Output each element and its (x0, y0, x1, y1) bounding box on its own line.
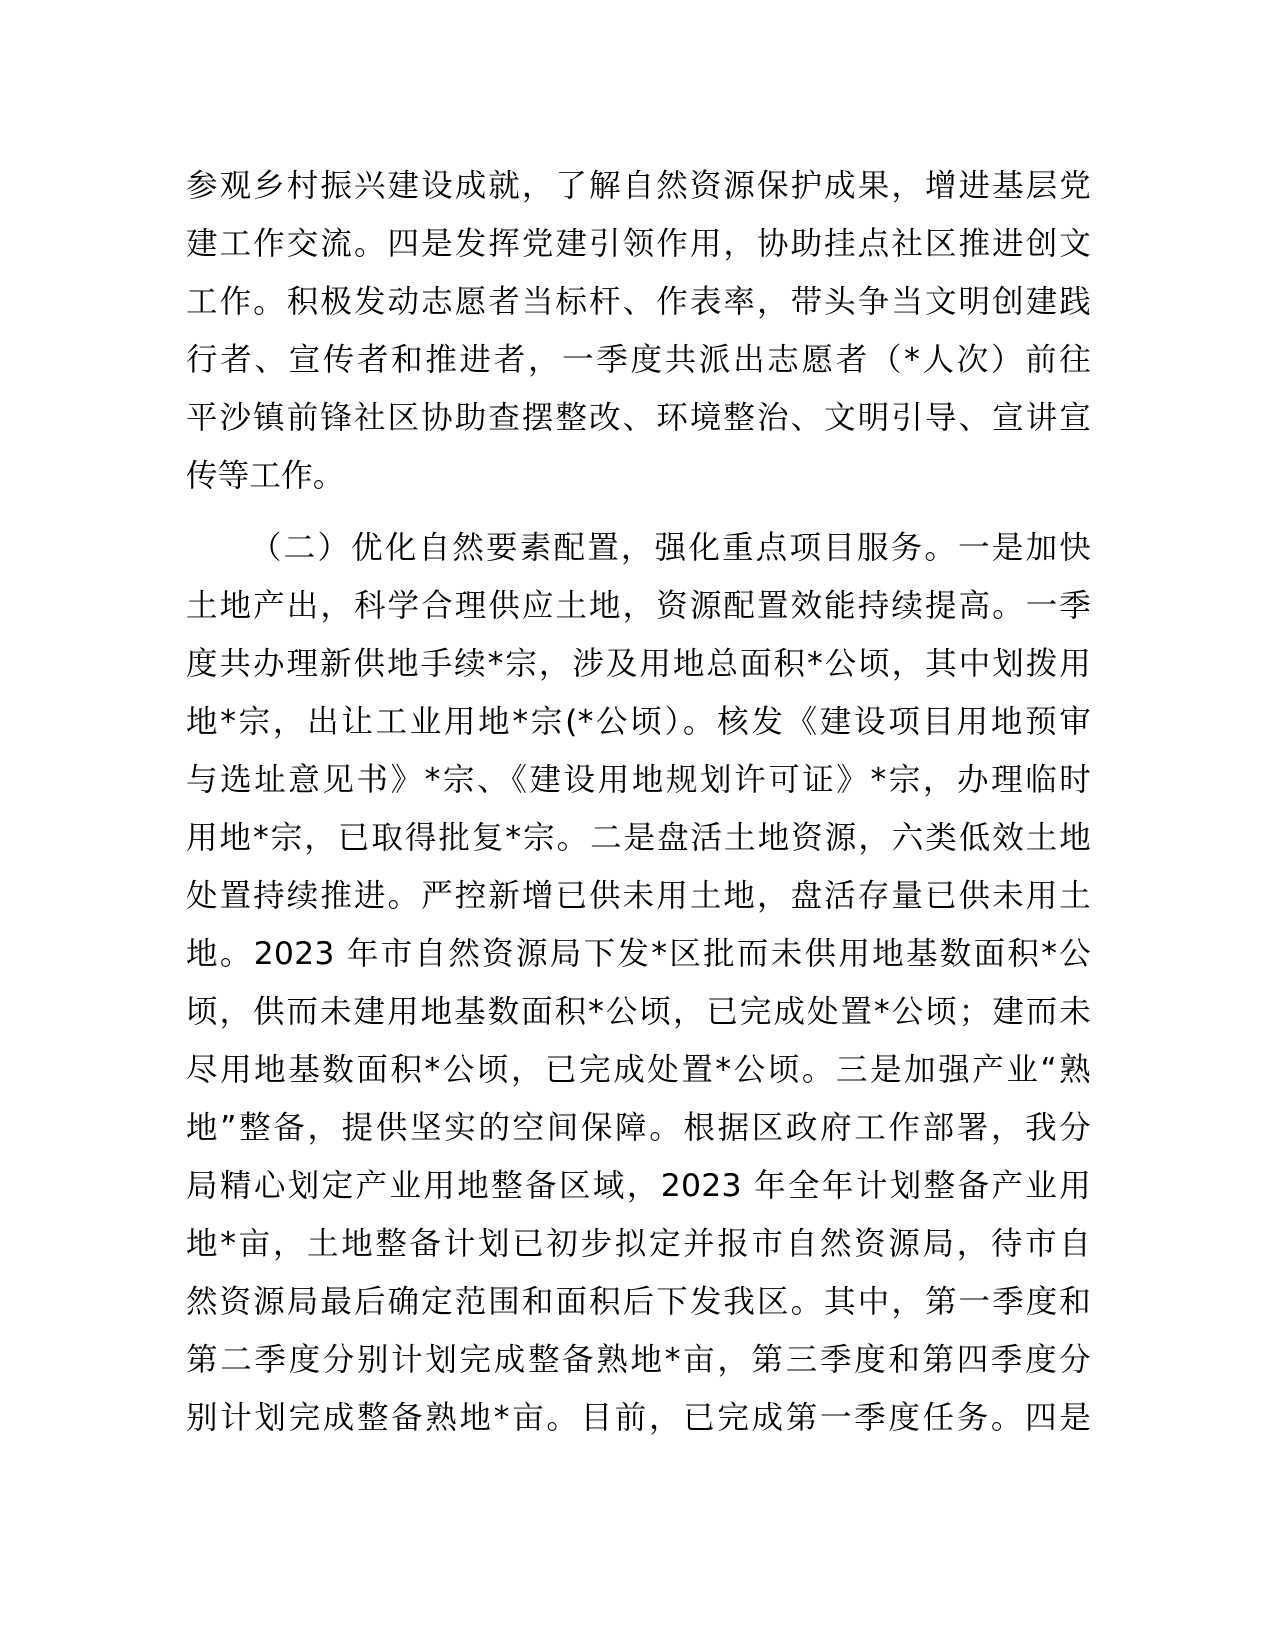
text-line: 第二季度分别计划完成整备熟地*亩，第三季度和第四季度分 (186, 1342, 1091, 1378)
text-line: 建工作交流。四是发挥党建引领作用，协助挂点社区推进创文 (186, 226, 1091, 262)
text-line: 尽用地基数面积*公顷，已完成处置*公顷。三是加强产业“熟 (186, 1052, 1091, 1088)
paragraph-party-building (186, 157, 1091, 505)
section-heading-line: （二）优化自然要素配置，强化重点项目服务。一是加快 (250, 530, 1091, 566)
text-line: 行者、宣传者和推进者，一季度共派出志愿者（*人次）前往 (186, 342, 1091, 378)
text-line: 与选址意见书》*宗、《建设用地规划许可证》*宗，办理临时 (186, 762, 1091, 798)
text-line: 局精心划定产业用地整备区域，2023 年全年计划整备产业用 (186, 1168, 1091, 1204)
text-line: 度共办理新供地手续*宗，涉及用地总面积*公顷，其中划拨用 (186, 646, 1091, 682)
paragraph-resource-allocation (186, 519, 1091, 1447)
text-line: 用地*宗，已取得批复*宗。二是盘活土地资源，六类低效土地 (186, 820, 1091, 856)
text-line: 地*亩，土地整备计划已初步拟定并报市自然资源局，待市自 (186, 1226, 1091, 1262)
text-line: 然资源局最后确定范围和面积后下发我区。其中，第一季度和 (186, 1284, 1091, 1320)
text-line: 处置持续推进。严控新增已供未用土地，盘活存量已供未用土 (186, 878, 1091, 914)
text-line: 地*宗，出让工业用地*宗(*公顷）。核发《建设项目用地预审 (186, 704, 1091, 740)
text-line: 工作。积极发动志愿者当标杆、作表率，带头争当文明创建践 (186, 284, 1091, 320)
document-body (186, 157, 1091, 1447)
text-line: 平沙镇前锋社区协助查摆整改、环境整治、文明引导、宣讲宣 (186, 400, 1091, 436)
text-line: 地。2023 年市自然资源局下发*区批而未供用地基数面积*公 (186, 936, 1091, 972)
text-line: 别计划完成整备熟地*亩。目前，已完成第一季度任务。四是 (186, 1400, 1091, 1436)
text-line: 地”整备，提供坚实的空间保障。根据区政府工作部署，我分 (186, 1110, 1091, 1146)
text-line: 参观乡村振兴建设成就，了解自然资源保护成果，增进基层党 (186, 168, 1091, 204)
text-line: 土地产出，科学合理供应土地，资源配置效能持续提高。一季 (186, 588, 1091, 624)
text-line: 顷，供而未建用地基数面积*公顷，已完成处置*公顷；建而未 (186, 994, 1091, 1030)
text-line: 传等工作。 (186, 458, 345, 494)
